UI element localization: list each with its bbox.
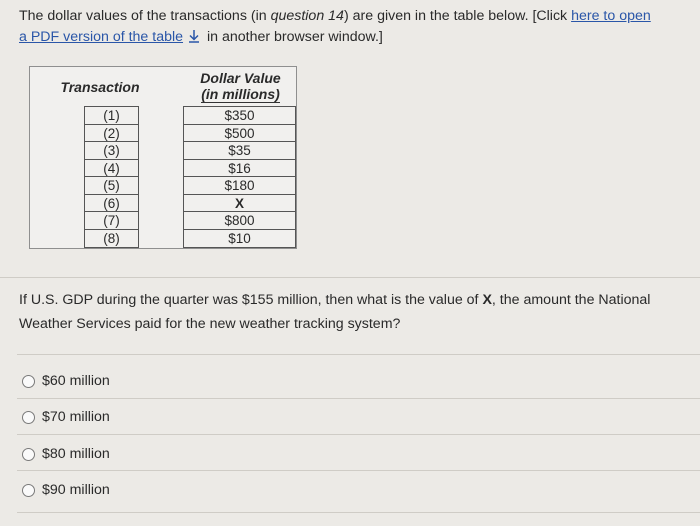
transaction-cell: (3) bbox=[85, 142, 138, 160]
radio-button[interactable] bbox=[22, 375, 35, 388]
value-cell: X bbox=[184, 195, 295, 213]
column-header-dollar-value bbox=[183, 67, 298, 107]
value-column bbox=[183, 106, 296, 248]
question-variable: X bbox=[482, 292, 492, 308]
transaction-cell: (8) bbox=[103, 230, 120, 246]
divider bbox=[17, 398, 700, 399]
question-text bbox=[19, 288, 691, 336]
column-header-value-line2: (in millions) bbox=[201, 86, 280, 102]
value-cell: $800 bbox=[184, 212, 295, 230]
divider bbox=[17, 512, 700, 513]
intro-text-2: ) are given in the table below. [Click bbox=[343, 8, 572, 24]
answer-option-label: $90 million bbox=[42, 482, 110, 498]
column-header-transaction: Transaction bbox=[60, 79, 140, 95]
divider bbox=[17, 434, 700, 435]
transaction-cell: (5) bbox=[85, 177, 138, 195]
divider bbox=[0, 277, 700, 278]
value-cell: $35 bbox=[184, 142, 295, 160]
value-cell: $350 bbox=[184, 107, 295, 125]
column-header-value-line1: Dollar Value bbox=[200, 70, 281, 86]
answer-option-2[interactable] bbox=[22, 409, 110, 425]
transaction-cell: (4) bbox=[85, 160, 138, 178]
radio-button[interactable] bbox=[22, 484, 35, 497]
transactions-table bbox=[29, 66, 297, 249]
transaction-cell: (2) bbox=[85, 125, 138, 143]
value-cell: $16 bbox=[184, 160, 295, 178]
answer-option-label: $60 million bbox=[42, 373, 110, 389]
download-arrow-icon bbox=[187, 29, 201, 43]
answer-option-4[interactable] bbox=[22, 482, 110, 498]
transaction-cell: (1) bbox=[85, 107, 138, 125]
value-cell: $500 bbox=[184, 125, 295, 143]
transaction-column bbox=[84, 106, 139, 248]
intro-text-3: in another browser window.] bbox=[203, 29, 383, 45]
radio-button[interactable] bbox=[22, 448, 35, 461]
radio-button[interactable] bbox=[22, 411, 35, 424]
value-cell: $180 bbox=[184, 177, 295, 195]
answer-option-label: $80 million bbox=[42, 446, 110, 462]
answer-option-label: $70 million bbox=[42, 409, 110, 425]
intro-text bbox=[19, 6, 687, 48]
question-text-2: , the amount the National Weather Services paid for the new weather tracking system? bbox=[19, 292, 651, 332]
question-text-1: If U.S. GDP during the quarter was $155 million, then what is the value of bbox=[19, 292, 483, 308]
intro-text-1: The dollar values of the transactions (in bbox=[19, 8, 271, 24]
intro-question-ref: question 14 bbox=[270, 8, 344, 24]
answer-option-1[interactable] bbox=[22, 373, 110, 389]
pdf-link-part2[interactable]: a PDF version of the table bbox=[19, 29, 184, 45]
pdf-link-part1[interactable]: here to open bbox=[571, 8, 651, 24]
value-cell: $10 bbox=[228, 230, 251, 246]
divider bbox=[17, 470, 700, 471]
divider bbox=[17, 354, 700, 355]
transaction-cell: (6) bbox=[85, 195, 138, 213]
transaction-cell: (7) bbox=[85, 212, 138, 230]
answer-option-3[interactable] bbox=[22, 446, 110, 462]
